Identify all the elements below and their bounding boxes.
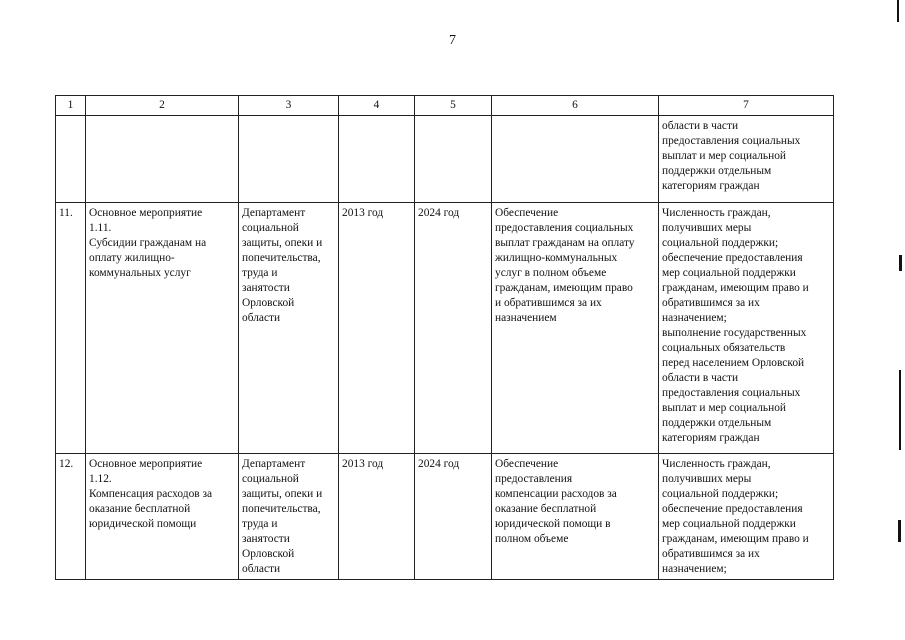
indicator-cell: области в части предоставления социальных выплат и мер социальной поддержки отдельным категориям граждан — [659, 116, 834, 203]
start-year-cell: 2013 год — [339, 203, 415, 454]
column-header-7: 7 — [659, 96, 834, 116]
row-number-cell: 11. — [56, 203, 86, 454]
expected-result-cell: Обеспечение предоставления социальных выплат гражданам на оплату жилищно-коммунальных услуг в полном объеме гражданам, имеющим право и обратившимся за их назначением — [492, 203, 659, 454]
activity-cell: Основное мероприятие 1.11. Субсидии гражданам на оплату жилищно- коммунальных услуг — [86, 203, 239, 454]
row-number-cell: 12. — [56, 454, 86, 580]
page-number: 7 — [449, 33, 456, 48]
start-year-cell — [339, 116, 415, 203]
expected-result-cell: Обеспечение предоставления компенсации расходов за оказание бесплатной юридической помощи в полном объеме — [492, 454, 659, 580]
program-activities-table — [55, 95, 834, 580]
indicator-cell: Численность граждан, получивших меры социальной поддержки; обеспечение предоставления мер социальной поддержки гражданам, имеющим право и обратившимся за их назначением; — [659, 454, 834, 580]
column-header-1: 1 — [56, 96, 86, 116]
activity-cell: Основное мероприятие 1.12. Компенсация расходов за оказание бесплатной юридической помощи — [86, 454, 239, 580]
table-row-continuation — [56, 116, 834, 203]
scan-edge-mark — [898, 520, 901, 542]
table-row-11 — [56, 203, 834, 454]
column-header-2: 2 — [86, 96, 239, 116]
end-year-cell: 2024 год — [415, 454, 492, 580]
indicator-cell: Численность граждан, получивших меры социальной поддержки; обеспечение предоставления мер социальной поддержки гражданам, имеющим право и обратившимся за их назначением; выполнение государственных социальных обязательств перед населением Орловской области в части предоставления социальных выплат и мер социальной поддержки отдельным категориям граждан — [659, 203, 834, 454]
executor-cell: Департамент социальной защиты, опеки и попечительства, труда и занятости Орловской области — [239, 454, 339, 580]
table-header-row — [56, 96, 834, 116]
table-row-12 — [56, 454, 834, 580]
end-year-cell: 2024 год — [415, 203, 492, 454]
scan-edge-mark — [897, 0, 899, 22]
column-header-6: 6 — [492, 96, 659, 116]
expected-result-cell — [492, 116, 659, 203]
start-year-cell: 2013 год — [339, 454, 415, 580]
end-year-cell — [415, 116, 492, 203]
scan-edge-mark — [899, 255, 902, 271]
executor-cell: Департамент социальной защиты, опеки и попечительства, труда и занятости Орловской области — [239, 203, 339, 454]
row-number-cell — [56, 116, 86, 203]
column-header-3: 3 — [239, 96, 339, 116]
scan-edge-mark — [899, 370, 901, 450]
column-header-5: 5 — [415, 96, 492, 116]
executor-cell — [239, 116, 339, 203]
activity-cell — [86, 116, 239, 203]
column-header-4: 4 — [339, 96, 415, 116]
